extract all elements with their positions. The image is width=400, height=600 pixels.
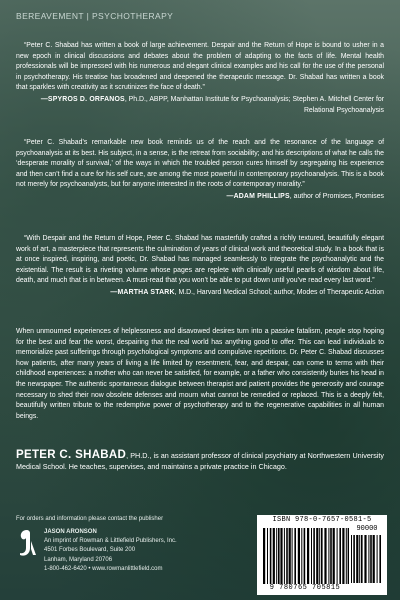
isbn-label: ISBN 978-0-7657-0581-5 [272, 516, 372, 524]
endorser-name: —ADAM PHILLIPS [226, 192, 290, 200]
endorsement-3 [16, 234, 384, 299]
author-degree: , PH.D., [126, 451, 152, 460]
barcode-bar [356, 535, 358, 583]
barcode-bar [339, 528, 341, 584]
author-bio [16, 450, 384, 472]
book-description: When unmourned experiences of helplessness and disavowed desires turn into a passive fatalism, people stop hoping for the best and fear the worst, despairing that the real world has anything good to offer. This can lead individuals to memorialize past sufferings through psychological symptoms and compulsive repetitions. Dr. Peter C. Shabad discusses how patients, after many years of living a life limited by resentment, fear, and despair, can come to terms with their childhood experiences: a mother who can never be satisfied, for example, or a father who consistently buries his head in the newspaper. The authentic spontaneous dialogue between therapist and patient provides the generosity and courage necessary to shed their now obsolete defenses and mourn what cannot be remedied or replaced. This is a deeply felt, beautifully written tribute to the redemptive power of psychotherapy and to the regenerative capabilities in all human beings. [16, 328, 384, 420]
barcode-bar [284, 528, 285, 584]
barcode-bar [319, 528, 320, 584]
publisher-info [16, 528, 226, 574]
endorser-name: —MARTHA STARK [110, 288, 175, 296]
barcode-bar [337, 528, 338, 584]
publisher-contact: 1-800-462-6420 • www.rowmanlittlefield.com [44, 565, 163, 572]
barcode-bar [263, 528, 265, 584]
barcode-bar [313, 528, 315, 584]
barcode-bar [359, 535, 360, 583]
endorsement-attribution [16, 288, 384, 299]
barcode-bar [348, 528, 349, 584]
barcode-bar [368, 535, 369, 583]
barcode-bar [292, 528, 293, 584]
barcode-bar [304, 528, 306, 584]
barcode-bar [342, 528, 344, 584]
barcode-bar [373, 535, 375, 583]
imprint-name: JASON ARONSON [44, 529, 97, 535]
barcode-bar [364, 535, 366, 583]
endorsement-attribution [16, 95, 384, 116]
publisher-address-1: 4501 Forbes Boulevard, Suite 200 [44, 547, 136, 554]
endorsement-1 [16, 41, 384, 116]
endorsement-attribution [16, 192, 384, 203]
barcode-bar [333, 528, 335, 584]
ean-digits: 9 780765 705815 [269, 584, 341, 592]
barcode-bar [301, 528, 302, 584]
barcode-bar [377, 535, 378, 583]
endorser-affiliation: , author of Promises, Promises [289, 192, 384, 200]
endorsement-quote: “Peter C. Shabad’s remarkable new book reminds us of the reach and the resonance of the language of psychoanalysis at its best. His subject, in a sense, is the retreat from sociability; and his descriptions of what he calls the ‘desperate morality of survival,’ of the ways in which the troubled person cures himself by segregating his experience and then can’t find a cure for his self cure, are among the most powerful in contemporary psychoanalysis. This is a book not merely for psychoanalysts, but for anyone interested in the roots of contemporary morality.” [16, 139, 384, 189]
barcode-bar [346, 528, 347, 584]
barcode-bar [276, 528, 277, 584]
addon-number: 90000 [356, 525, 378, 533]
barcode-bar [370, 535, 372, 583]
barcode-bar [353, 535, 355, 583]
barcode-bar [316, 528, 318, 584]
publisher-address-2: Lanham, Maryland 20706 [44, 556, 113, 563]
publisher-logo-icon [16, 528, 38, 558]
barcode-bar [361, 535, 363, 583]
barcode-bar [307, 528, 309, 584]
endorsement-2 [16, 138, 384, 203]
barcode-bar [324, 528, 326, 584]
imprint-of: An imprint of Rowman & Littlefield Publishers, Inc. [44, 538, 177, 545]
barcode-bar [286, 528, 288, 584]
barcode-bar [294, 528, 296, 584]
author-name: PETER C. SHABAD [16, 449, 127, 461]
barcode-bar [280, 528, 282, 584]
barcode-bar [270, 528, 272, 584]
endorser-affiliation: , M.D., Harvard Medical School; author, Modes of Therapeutic Action [174, 288, 384, 296]
category-label: BEREAVEMENT | PSYCHOTHERAPY [16, 11, 174, 21]
addon-barcode [351, 535, 383, 583]
barcode-bar [351, 535, 352, 583]
barcode-bar [278, 528, 280, 584]
endorsement-quote: “Peter C. Shabad has written a book of large achievement. Despair and the Return of Hope is bound to usher in a new epoch in clinical discussions and debates about the problem of adapting to the facts of life. Mental health professionals will be impressed with his numerous and elegant clinical examples and his call for the use of the personal in psychotherapy. His treatise has broadened and deepened the therapeutic message. Dr. Shabad has written a book that sparkles with creativity as it scrutinizes the face of death.” [16, 42, 384, 92]
barcode-bar [298, 528, 300, 584]
barcode-bar [379, 535, 381, 583]
barcode-bar [273, 528, 275, 584]
publisher-lines [44, 528, 177, 574]
endorser-affiliation: , Ph.D., ABPP, Manhattan Institute for Psychoanalysis; Stephen A. Mitchell Center for Relational Psychoanalysis [124, 95, 384, 114]
barcode-bar [330, 528, 332, 584]
barcode-bar [311, 528, 312, 584]
barcode-panel [257, 515, 387, 595]
barcode-bar [321, 528, 323, 584]
endorser-name: —SPYROS D. ORFANOS [40, 95, 125, 103]
author-bio-text: is an assistant professor of clinical psychiatry at Northwestern University Medical School. He teaches, supervises, and maintains a private practice in Chicago. [16, 451, 385, 471]
barcode-bar [289, 528, 291, 584]
barcode-bar [328, 528, 329, 584]
orders-line: For orders and information please contact the publisher [16, 516, 164, 522]
endorsement-quote: “With Despair and the Return of Hope, Peter C. Shabad has masterfully crafted a richly textured, beautifully elegant work of art, a masterpiece that represents the culmination of years of clinical work and theoretical study. In a book that is at once inspired, inspiring, and poetic, Dr. Shabad has managed seamlessly to integrate the psychoanalytic and the existential. The result is a riveting volume whose pages are replete with clinically useful pearls of wisdom about life, death, and much that is in between. A must-read that you won’t be able to put down until you’ve read every last word.” [16, 235, 384, 285]
barcode-bar [267, 528, 268, 584]
ean-barcode [263, 528, 349, 584]
